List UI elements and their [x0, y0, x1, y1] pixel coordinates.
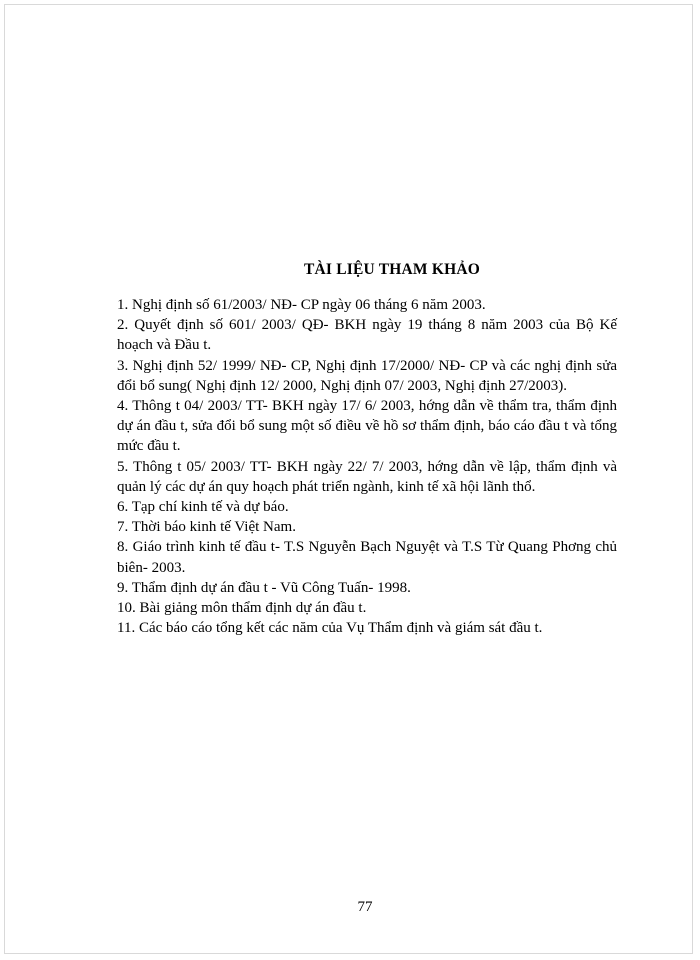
reference-item: 8. Giáo trình kinh tế đầu t- T.S Nguyễn Bạch Nguyệt và T.S Từ Quang Phơng chủ biên- 2003. — [117, 539, 617, 576]
reference-item: 1. Nghị định số 61/2003/ NĐ- CP ngày 06 tháng 6 năm 2003. — [117, 297, 486, 313]
reference-item: 7. Thời báo kinh tế Việt Nam. — [117, 519, 296, 536]
reference-list — [117, 295, 617, 638]
reference-item: 5. Thông t 05/ 2003/ TT- BKH ngày 22/ 7/ 2003, hớng dẫn về lập, thẩm định và quản lý các dự án quy hoạch phát triển ngành, kinh tế xã hội lãnh thổ. — [117, 458, 617, 495]
reference-item: 10. Bài giảng môn thẩm định dự án đầu t. — [117, 600, 367, 617]
reference-item: 9. Thẩm định dự án đầu t - Vũ Công Tuấn- 1998. — [117, 579, 411, 596]
reference-item: 11. Các báo cáo tổng kết các năm của Vụ Thẩm định và giám sát đầu t. — [117, 620, 543, 637]
reference-item: 4. Thông t 04/ 2003/ TT- BKH ngày 17/ 6/ 2003, hớng dẫn về thẩm tra, thẩm định dự án đầu t, sửa đổi bổ sung một số điều về hồ sơ thẩm định, báo cáo đầu t và tổng mức đầu t. — [117, 398, 617, 455]
page-title: TÀI LIỆU THAM KHẢO — [304, 261, 480, 278]
page-number: 77 — [357, 899, 373, 915]
reference-item: 3. Nghị định 52/ 1999/ NĐ- CP, Nghị định 17/2000/ NĐ- CP và các nghị định sửa đổi bổ sung( Nghị định 12/ 2000, Nghị định 07/ 2003, Nghị định 27/2003). — [117, 357, 617, 394]
reference-item: 6. Tạp chí kinh tế và dự báo. — [117, 499, 289, 516]
reference-item: 2. Quyết định số 601/ 2003/ QĐ- BKH ngày 19 tháng 8 năm 2003 của Bộ Kế hoạch và Đầu t. — [117, 317, 617, 354]
